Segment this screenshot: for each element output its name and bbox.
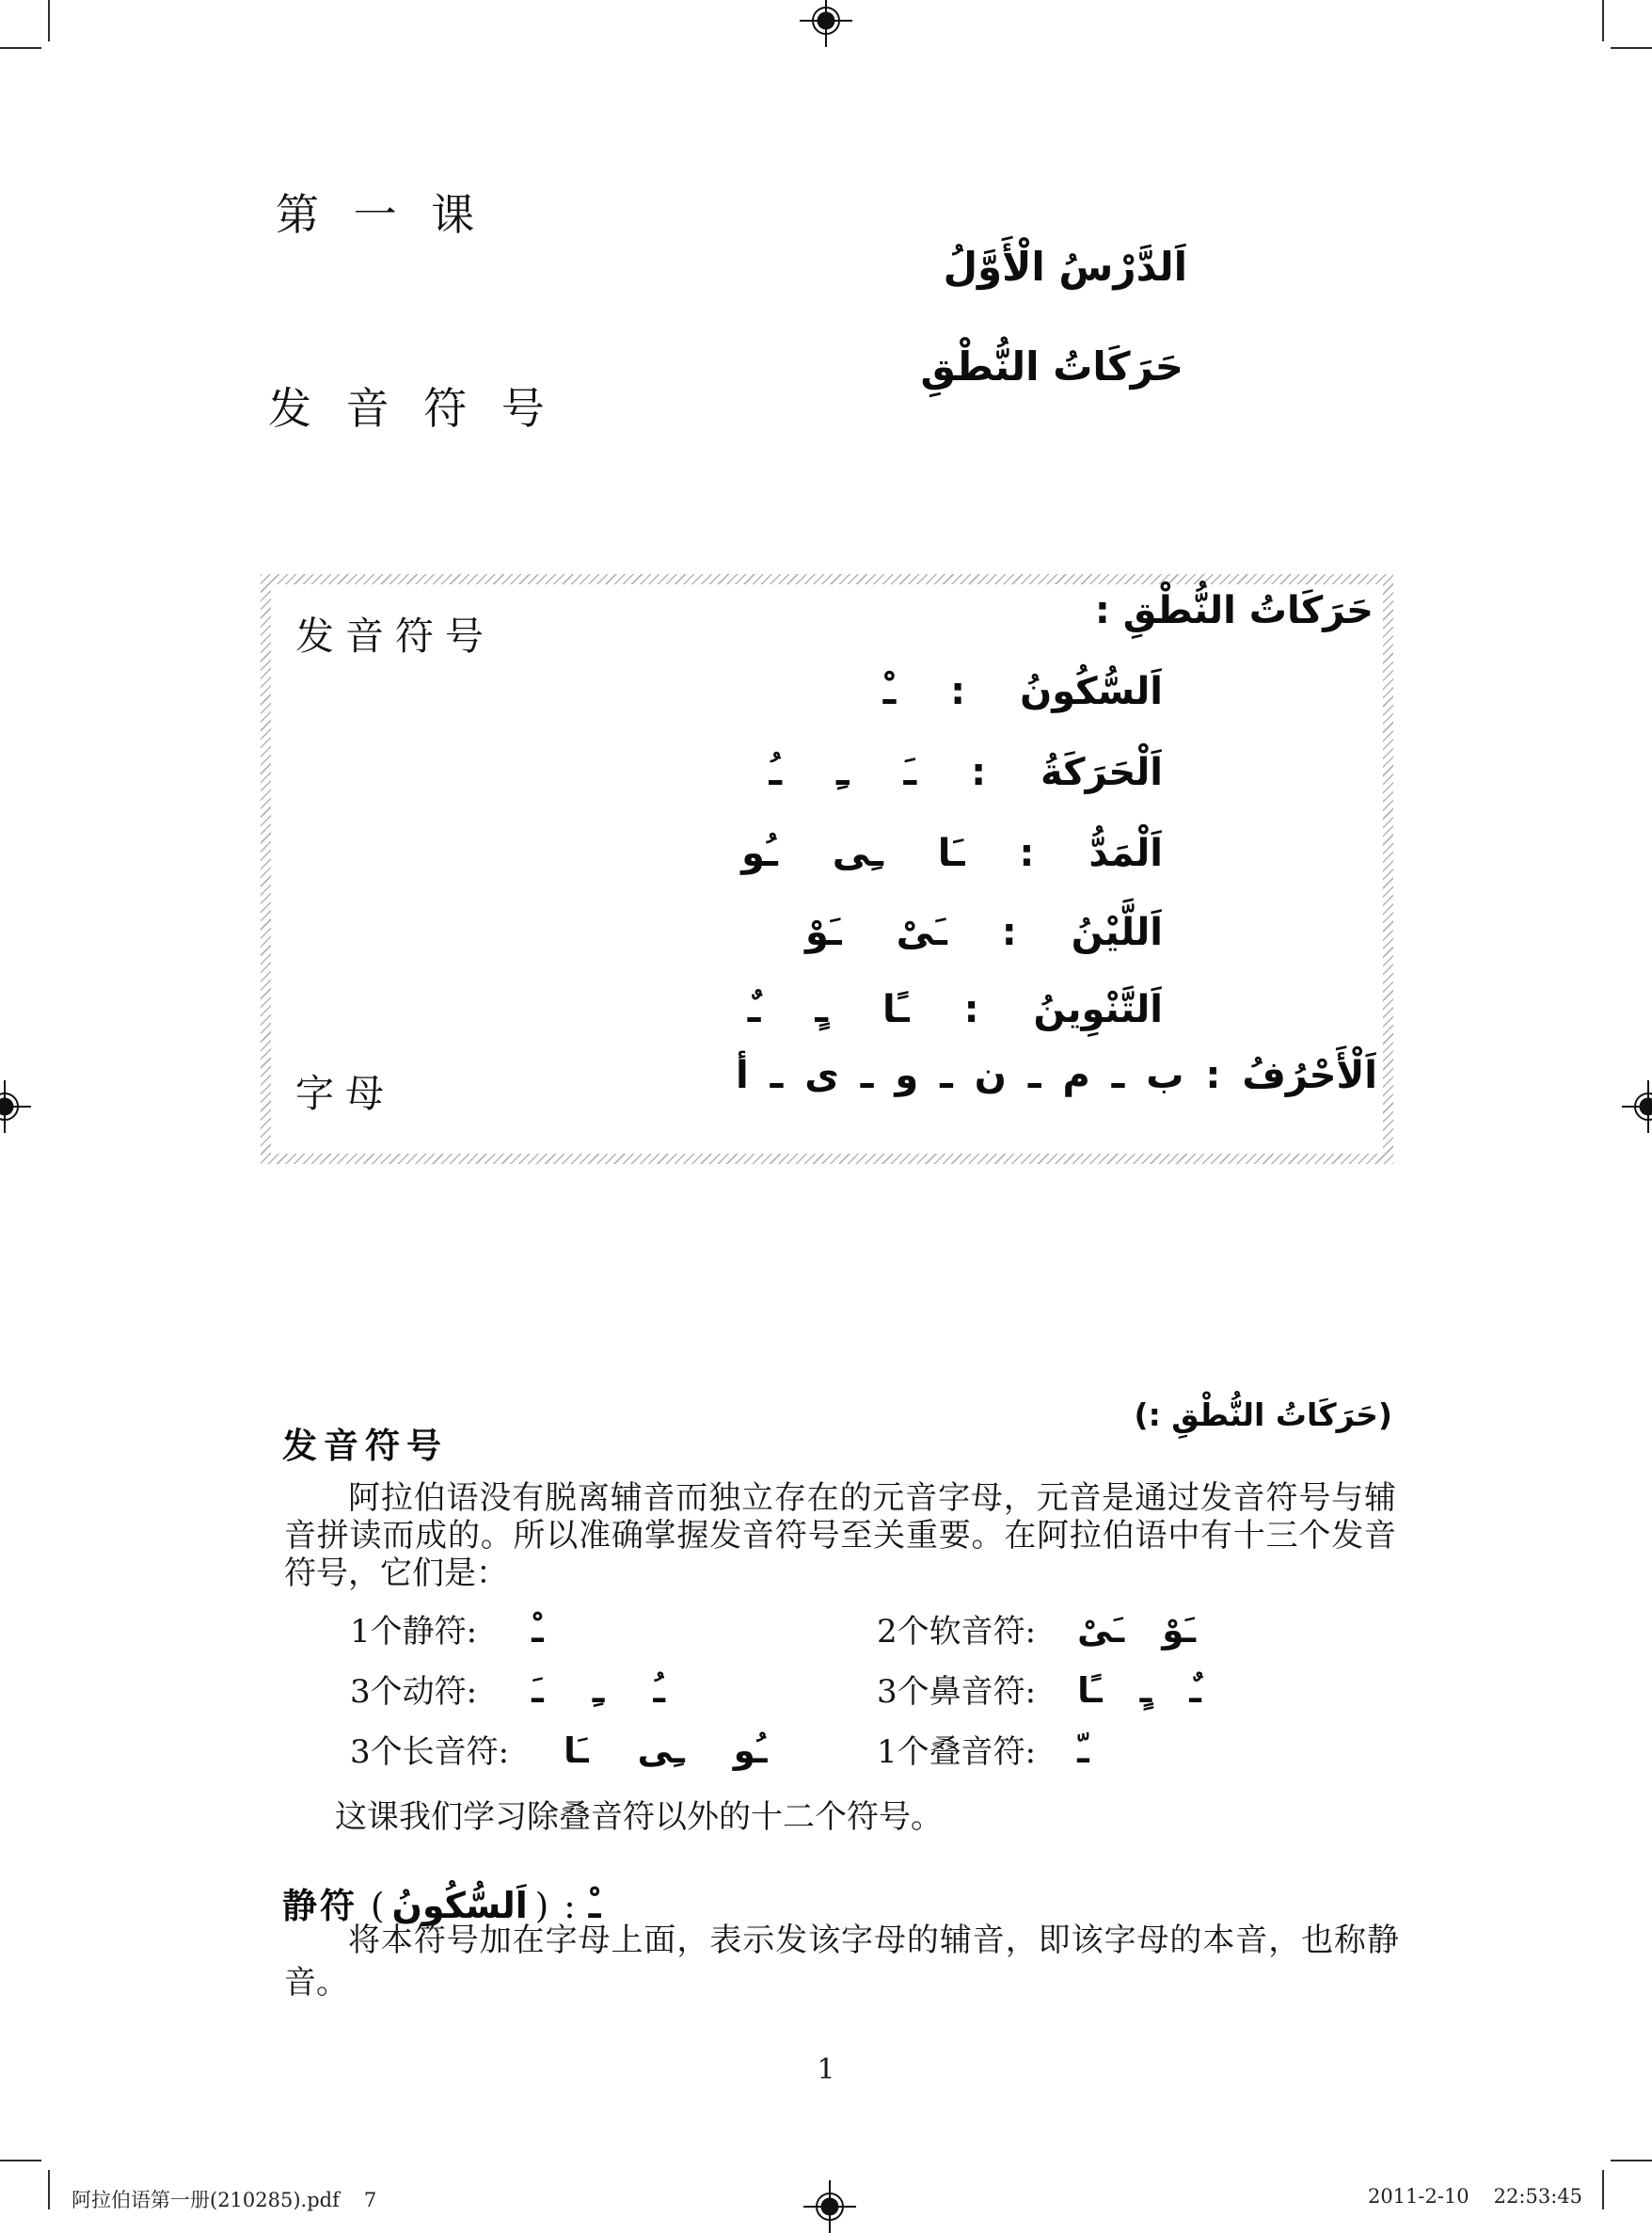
heading-colon: : bbox=[564, 1886, 575, 1926]
intro-paragraph: 阿拉伯语没有脱离辅音而独立存在的元音字母，元音是通过发音符号与辅音拼读而成的。所以准确掌握发音符号至关重要。在阿拉伯语中有十三个发音符号，它们是： bbox=[284, 1479, 1396, 1592]
list-item-dongfu bbox=[350, 1666, 877, 1726]
box-row-haraka: اَلْحَرَكَةُ : ـَ ـِ ـُ bbox=[769, 742, 1163, 803]
open-paren: ( bbox=[371, 1886, 384, 1926]
fatha-symbol: ـَ bbox=[532, 1673, 544, 1708]
summary-box bbox=[261, 574, 1393, 1164]
list-item-symbols bbox=[1077, 1613, 1196, 1648]
crop-mark-bottom-left-h bbox=[0, 2160, 41, 2161]
fathatan-symbol: ـًا bbox=[1077, 1673, 1103, 1708]
section-heading-cn: 发音符号 bbox=[282, 1417, 448, 1468]
footer-right bbox=[1368, 2185, 1582, 2208]
footer-time: 22:53:45 bbox=[1494, 2185, 1582, 2208]
list-item-label: 1个静符: bbox=[350, 1605, 477, 1651]
list-item-symbols bbox=[1077, 1673, 1201, 1708]
crop-mark-bottom-right-v bbox=[1602, 2170, 1604, 2209]
crop-mark-top-right-v bbox=[1602, 0, 1604, 41]
kasra-symbol: ـِ bbox=[593, 1673, 605, 1708]
list-item-biyinfu bbox=[877, 1666, 1396, 1726]
list-item-changyinfu bbox=[350, 1726, 877, 1786]
sukun-paragraph: 将本符号加在字母上面，表示发该字母的辅音，即该字母的本音，也称静音。 bbox=[284, 1920, 1399, 2004]
lesson-title-ar: اَلدَّرْسُ الْأَوَّلُ bbox=[944, 237, 1187, 296]
box-row-sukun: اَلسُّكُونُ : ـْ bbox=[883, 662, 1163, 722]
registration-mark-right-icon bbox=[1622, 1080, 1652, 1133]
crop-mark-top-right-h bbox=[1611, 47, 1652, 49]
shadda-symbol: ـّ bbox=[1077, 1733, 1089, 1768]
sukun-heading-ar: اَلسُّكُونُ bbox=[391, 1885, 527, 1926]
madd-waw-symbol: ـُو bbox=[734, 1733, 768, 1768]
crop-mark-bottom-left-v bbox=[48, 2170, 50, 2209]
symbol-list bbox=[350, 1605, 1396, 1786]
layn-waw-symbol: ـَوْ bbox=[1162, 1613, 1196, 1648]
sukun-symbol: ـْ bbox=[532, 1613, 544, 1648]
footer-date: 2011-2-10 bbox=[1368, 2185, 1469, 2208]
list-item-label: 2个软音符: bbox=[877, 1605, 1036, 1651]
list-item-jingfu bbox=[350, 1605, 877, 1666]
footer-file-page: 7 bbox=[364, 2189, 376, 2211]
list-item-ruanyinfu bbox=[877, 1605, 1396, 1666]
madd-ya-symbol: ـِى bbox=[638, 1733, 685, 1768]
list-item-symbols bbox=[532, 1673, 665, 1708]
registration-mark-left-icon bbox=[0, 1080, 31, 1133]
lesson-subtitle-ar: حَرَكَاتُ النُّطْقِ bbox=[920, 337, 1183, 396]
list-item-symbols bbox=[1077, 1733, 1089, 1768]
close-paren: ) bbox=[535, 1886, 548, 1926]
layn-ya-symbol: ـَىْ bbox=[1077, 1613, 1124, 1648]
page-number: 1 bbox=[0, 2053, 1652, 2086]
box-row-madd: اَلْمَدُّ : ـَا ـِى ـُو bbox=[741, 823, 1163, 884]
sukun-heading-symbol: ـْ bbox=[589, 1885, 601, 1926]
lesson-title-cn: 第 一 课 bbox=[276, 181, 480, 243]
list-item-symbols bbox=[532, 1613, 544, 1648]
section-heading-ar: (حَرَكَاتُ النُّطْقِ :) bbox=[1135, 1391, 1392, 1441]
box-row-tanwin: اَلتَّنْوِينُ : ـًا ـٍ ـٌ bbox=[748, 980, 1163, 1040]
list-item-label: 3个鼻音符: bbox=[877, 1666, 1036, 1712]
list-item-symbols bbox=[564, 1733, 767, 1768]
crop-mark-top-left-v bbox=[48, 0, 50, 41]
list-item-dieyinfu bbox=[877, 1726, 1396, 1786]
crop-mark-top-left-h bbox=[0, 47, 41, 49]
registration-mark-bottom-icon bbox=[803, 2180, 856, 2233]
box-row-letters: اَلْأَحْرُفُ : ب ـ م ـ ن ـ و ـ ى ـ أ bbox=[736, 1045, 1377, 1106]
footer-file-name: 阿拉伯语第一册(210285).pdf bbox=[71, 2189, 340, 2211]
lesson-subtitle-cn: 发 音 符 号 bbox=[268, 375, 550, 437]
list-item-label: 3个动符: bbox=[350, 1666, 477, 1712]
summary-box-inner bbox=[271, 584, 1383, 1154]
crop-mark-bottom-right-h bbox=[1611, 2160, 1652, 2161]
list-item-label: 3个长音符: bbox=[350, 1726, 509, 1772]
box-label-letters: 字母 bbox=[295, 1062, 395, 1118]
list-item-label: 1个叠音符: bbox=[877, 1726, 1036, 1772]
kasratan-symbol: ـٍ bbox=[1140, 1673, 1152, 1708]
damma-symbol: ـُ bbox=[653, 1673, 665, 1708]
box-row-layn: اَللَّيْنُ : ـَىْ ـَوْ bbox=[805, 902, 1163, 963]
box-label-pronunciation: 发音符号 bbox=[295, 605, 495, 661]
sukun-heading-cn: 静符 bbox=[282, 1877, 357, 1928]
closing-line: 这课我们学习除叠音符以外的十二个符号。 bbox=[335, 1791, 943, 1837]
registration-mark-top-icon bbox=[800, 0, 852, 47]
dammatan-symbol: ـٌ bbox=[1189, 1673, 1201, 1708]
box-header-arabic: حَرَكَاتُ النُّطْقِ : bbox=[1095, 581, 1374, 641]
madd-alif-symbol: ـَا bbox=[564, 1733, 589, 1768]
